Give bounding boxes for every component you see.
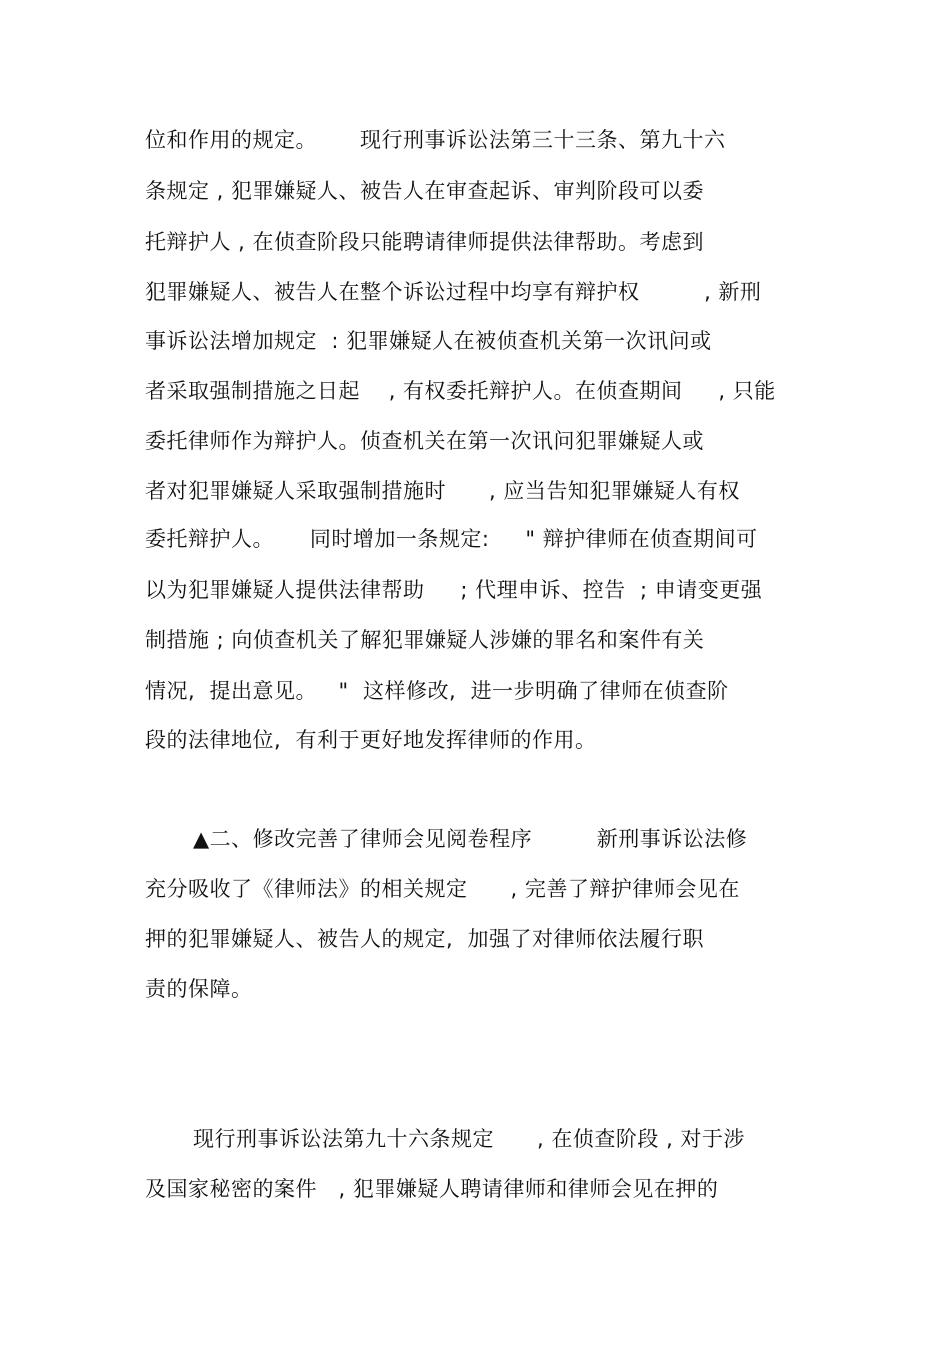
text-line: 事诉讼法增加规定 : 犯罪嫌疑人在被侦查机关第一次讯问或 [145, 329, 712, 353]
text-line: 情况, 提出意见。 " 这样修改, 进一步明确了律师在侦查阶 [145, 679, 729, 703]
section-heading-line: ▲二、修改完善了律师会见阅卷程序 新刑事诉讼法修 [193, 827, 748, 851]
text-line: 押的犯罪嫌疑人、被告人的规定, 加强了对律师依法履行职 [145, 927, 705, 951]
text-line: 以为犯罪嫌疑人提供法律帮助 ; 代理申诉、控告 ; 申请变更强 [145, 578, 763, 602]
text-line: 现行刑事诉讼法第九十六条规定 , 在侦查阶段 , 对于涉 [193, 1127, 745, 1151]
text-line: 犯罪嫌疑人、被告人在整个诉讼过程中均享有辩护权 , 新刑 [145, 280, 762, 304]
text-line: 条规定 , 犯罪嫌疑人、被告人在审查起诉、审判阶段可以委 [145, 179, 705, 203]
text-line: 充分吸收了《律师法》的相关规定 , 完善了辩护律师会见在 [145, 877, 740, 901]
text-line: 段的法律地位, 有利于更好地发挥律师的作用。 [145, 728, 597, 752]
text-line: 者采取强制措施之日起 , 有权委托辩护人。在侦查期间 , 只能 [145, 379, 776, 403]
text-line: 委托辩护人。 同时增加一条规定: " 辩护律师在侦查期间可 [145, 527, 758, 551]
text-line: 及国家秘密的案件 , 犯罪嫌疑人聘请律师和律师会见在押的 [145, 1177, 719, 1201]
text-line: 位和作用的规定。 现行刑事诉讼法第三十三条、第九十六 [145, 128, 726, 152]
text-line: 委托律师作为辩护人。侦查机关在第一次讯问犯罪嫌疑人或 [145, 429, 704, 453]
text-line: 责的保障。 [145, 977, 253, 1001]
text-line: 者对犯罪嫌疑人采取强制措施时 , 应当告知犯罪嫌疑人有权 [145, 479, 740, 503]
text-line: 托辩护人 , 在侦查阶段只能聘请律师提供法律帮助。考虑到 [145, 230, 705, 254]
text-line: 制措施 ; 向侦查机关了解犯罪嫌疑人涉嫌的罪名和案件有关 [145, 628, 705, 652]
